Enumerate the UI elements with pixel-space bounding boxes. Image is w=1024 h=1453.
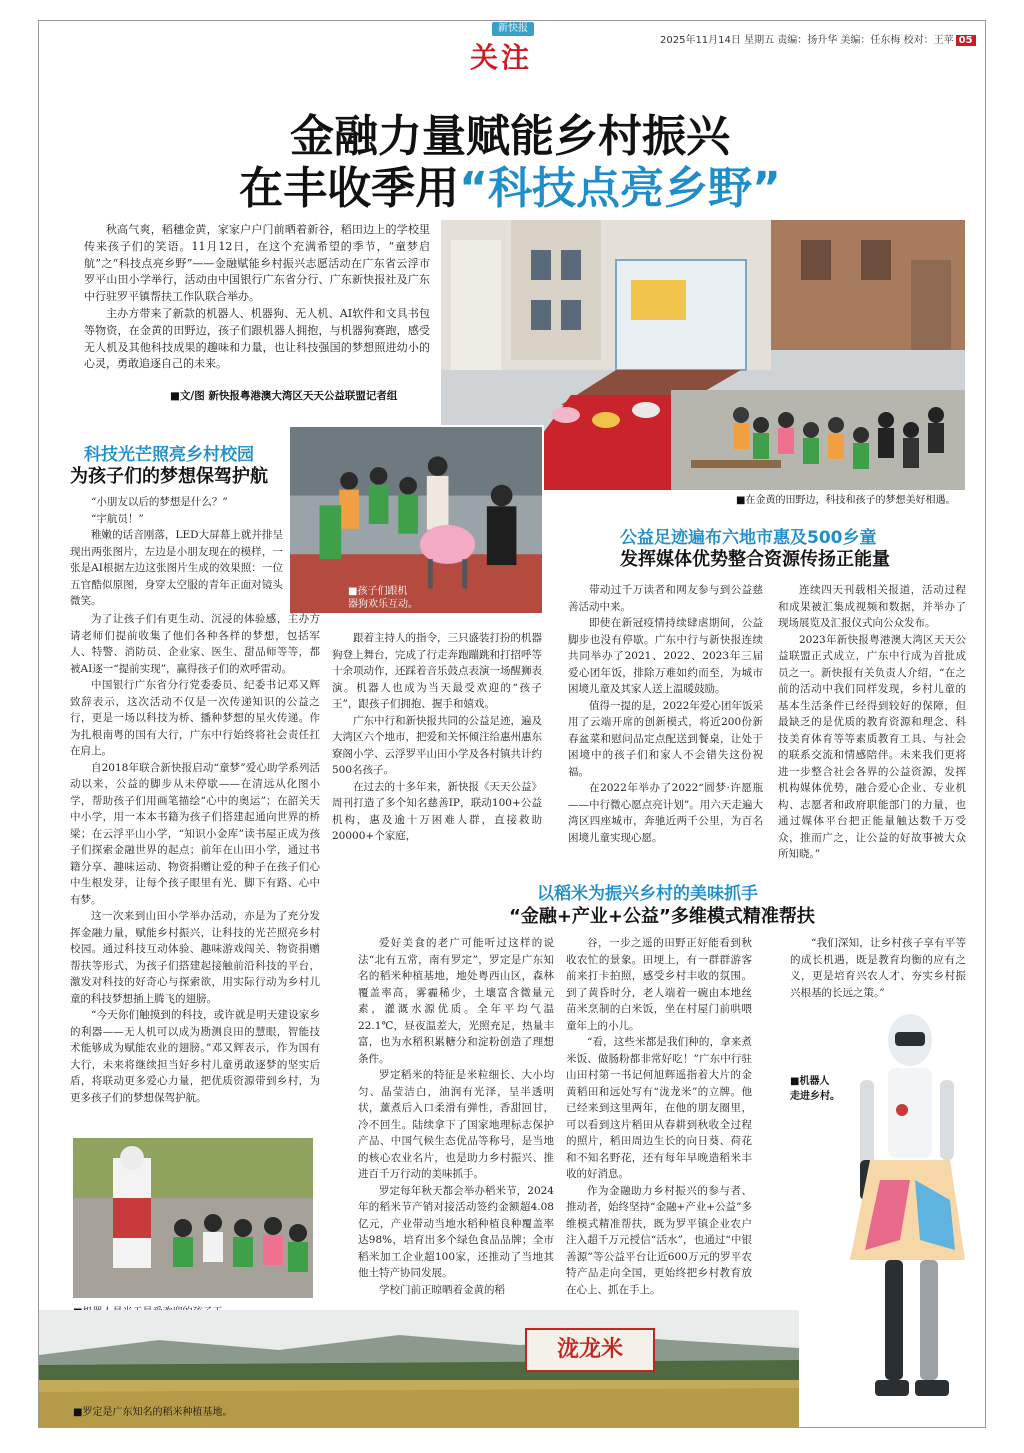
caption-cutout-line1: ■机器人: [790, 1076, 830, 1087]
paragraph: 值得一提的是，2022年爱心团年饭采用了云端开席的创新模式，将近200份新春盆菜和慰问品定点配送到餐桌，让处于困境中的孩子们和家人不会错失这份祝福。: [568, 699, 763, 778]
rice-brand-text: 泷龙米: [556, 1337, 623, 1362]
paragraph: 稚嫩的话音刚落，LED大屏幕上就并排呈现出两张图片，左边是小朋友现在的模样，一张是AI根据左边这张图片生成的效果照：一位五官酷似原图，身穿太空服的青年正面对镜头微笑。: [70, 529, 283, 607]
section-title: 关注: [470, 41, 533, 74]
paragraph: 即使在新冠疫情持续肆虐期间，公益脚步也没有停歇。广东中行与新快报连续共同举办了2021、2022、2023年三届爱心团年饭，排除万难如约而至，为城市困境儿童及其家人送上温暖鼓励。: [568, 617, 763, 695]
paragraph: 这一次来到山田小学举办活动，亦是为了充分发挥金融力量，赋能乡村振兴，让科技的光芒照亮乡村校园。通过科技互动体验、趣味游戏闯关、物资捐赠帮扶等形式，为孩子们搭建起接触前沿科技的平台，激发对科技的好奇心与探索欲，用实际行动为乡村儿童的科技梦想插上腾飞的翅膀。: [70, 910, 320, 1005]
caption-robot-cutout: [790, 1074, 840, 1104]
date-editors: 2025年11月14日 星期五 责编：扬升华 美编：任东梅 校对：王苹: [660, 35, 954, 46]
paragraph: 罗定每年秋天都会举办稻米节，2024年的稻米节产销对接活动签约金额超4.08亿元，产业带动当地水稻种植良种覆盖率达98%，培育出多个绿色食品品牌；全市稻米加工企业超100家，还推动了当地其他土特产协同发展。: [358, 1184, 554, 1279]
section3-title: 以稻米为振兴乡村的美味抓手: [537, 884, 758, 904]
rice-brand-sign: [525, 1328, 655, 1372]
paragraph: “今天你们触摸到的科技，或许就是明天建设家乡的利器——无人机可以成为勘测良田的慧眼，智能技术能够成为赋能农业的翅膀。”邓又辉表示，作为国有大行，未来将继续担当好乡村儿童勇敢逐梦的坚实后盾，将联动更多爱心力量，把优质资源带到乡村，为更多孩子们的梦想保驾护航。: [70, 1009, 320, 1104]
intro-paragraph: 主办方带来了新款的机器人、机器狗、无人机、AI软件和文具书包等物资，在金黄的田野边，孩子们跟机器人拥抱，与机器狗赛跑，感受无人机及其他科技成果的趣味和力量，也让科技强国的梦想照进幼小的心灵，勇敢追逐自己的未来。: [84, 306, 430, 371]
caption-dog-line2: 器狗欢乐互动。: [348, 599, 418, 610]
paragraph: 罗定稻米的特征是米粒细长、大小均匀、晶莹洁白，油润有光泽，呈半透明状，薰煮后入口柔滑有弹性，香甜回甘，冷不回生。陆续拿下了国家地理标志保护产品、中国气候生态优品等称号，是当地的核心农业名片，也是助力乡村振兴、推进百千万行动的美味抓手。: [358, 1069, 554, 1180]
caption-cutout-line2: 走进乡村。: [790, 1091, 840, 1102]
section1-col2: [332, 630, 542, 870]
paragraph: “小朋友以后的梦想是什么？”: [91, 496, 228, 508]
caption-main-photo: ■在金黄的田野边，科技和孩子的梦想美好相遇。: [736, 495, 956, 506]
paper-badge: 新快报: [492, 22, 534, 36]
paragraph: “宇航员！”: [91, 512, 144, 525]
section2-col1: [568, 582, 763, 870]
section2-col2: [778, 582, 966, 870]
caption-dog-photo: [348, 585, 418, 611]
paragraph: 连续四天刊载相关报道，活动过程和成果被汇集成视频和数据，并举办了现场展览及汇报仪式向公众发布。: [778, 584, 966, 629]
intro-text: [84, 222, 430, 373]
paragraph: 广东中行和新快报共同的公益足迹，遍及大湾区六个地市，把爱和关怀倾注给惠州惠东寮阁小学、云浮罗平山田小学及各村镇共计约500名孩子。: [332, 714, 542, 776]
headline-line2-highlight: “科技点亮乡野”: [459, 163, 781, 214]
page-number: 05: [956, 35, 976, 46]
paragraph: 跟着主持人的指令，三只盛装打扮的机器狗登上舞台，完成了行走奔跑蹦跳和打招呼等十余项动作，还踩着音乐鼓点表演一场醒狮表演。机器人也成为当天最受欢迎的“孩子王”，跟孩子们拥抱、握手和嬉戏。: [332, 632, 542, 710]
section3-col1: [358, 935, 554, 1310]
photo-robot-kids: [73, 1138, 313, 1298]
section1-col1-body: [70, 611, 320, 1131]
paragraph: 作为金融助力乡村振兴的参与者、推动者，始终坚持“金融+产业+公益”多维模式精准帮扶，既为罗平镇企业农户注入超千万元授信“活水”，也通过“中银善源”等公益平台让近600万元的罗平农特产品走向全国，更始终把乡村教育放在心上、抓在手上。: [566, 1184, 752, 1296]
headline-line2-prefix: 在丰收季用: [239, 163, 460, 214]
section3-col3: [790, 935, 966, 1001]
paragraph: “我们深知，让乡村孩子享有平等的成长机遇，既是教育均衡的应有之义，更是培育兴农人才、夯实乡村振兴根基的长远之策。”: [790, 937, 966, 999]
section1-title: 科技光芒照亮乡村校园: [84, 445, 254, 465]
byline: ■文/图 新快报粤港澳大湾区天天公益联盟记者组: [170, 390, 398, 402]
section2-title: 公益足迹遍布六地市惠及500乡童: [620, 528, 877, 548]
paragraph: 爱好美食的老广可能听过这样的说法“北有五常，南有罗定”，罗定是广东知名的稻米种植基地，地处粤西山区，森林覆盖率高，雾霾稀少，土壤富含微量元素，灌溉水源优质。全年平均气温22.1℃，昼夜温差大，光照充足，热量丰富，也为水稻积累糖分和淀粉创造了理想条件。: [358, 937, 554, 1065]
paragraph: 谷，一步之遥的田野正好能看到秋收农忙的景象。田埂上，有一群群游客前来打卡拍照，感受乡村丰收的氛围。到了黄昏时分，老人端着一碗由本地丝苗米烹制的白米饭，坐在村屋门前哄喂童年上的小儿。: [566, 937, 752, 1032]
caption-dog-line1: ■孩子们跟机: [348, 586, 408, 597]
headline-line2: [150, 152, 870, 216]
caption-field-photo: ■罗定是广东知名的稻米种植基地。: [73, 1407, 233, 1418]
paragraph: 在2022年举办了2022“圆梦·许愿瓶——中行微心愿点亮计划”。用六天走遍大湾区四座城市，奔驰近两千公里，为百名困境儿童实现心愿。: [568, 782, 763, 844]
section2-subtitle: 发挥媒体优势整合资源传扬正能量: [620, 549, 890, 570]
paragraph: 为了让孩子们有更生动、沉浸的体验感，主办方请老师们提前收集了他们各种各样的梦想，包括军人、特警、消防员、企业家、医生、甜品师等等，都被AI逐一“提前实现”，赢得孩子们的欢呼雷动。: [70, 613, 320, 675]
paragraph: 学校门前正晾晒着金黄的稻: [379, 1283, 505, 1296]
section3-col2: [566, 935, 752, 1310]
paragraph: 2023年新快报粤港澳大湾区天天公益联盟正式成立，广东中行成为首批成员之一。新快报有关负责人介绍，“在之前的活动中我们同样发现，乡村儿童的基本生活条件已经得到较好的保障，但最缺乏的是优质的教育资源和理念、科技美育体育等等素质教育工具、与社会的联系交流和情感陪伴。未来我们更将进一步整合社会各界的公益资源，发挥机构媒体优势，融合爱心企业、专业机构、志愿者和政府职能部门的力量，也通过媒体平台把正能量触达数千万受众，推而广之，让公益的好故事被大众所知晓。”: [778, 633, 966, 860]
intro-paragraph: 秋高气爽，稻穗金黄，家家户户门前晒着新谷，稻田边上的学校里传来孩子们的笑语。11月12日，在这个充满希望的季节，“童梦启航”之“科技点亮乡野”——金融赋能乡村振兴志愿活动在广东省云浮市罗平山田小学举行，活动由中国银行广东省分行、广东新快报社及广东中行驻罗平镇帮扶工作队联合举办。: [84, 223, 430, 304]
headline-line1: 金融力量赋能乡村振兴: [290, 111, 730, 162]
section1-subtitle: 为孩子们的梦想保驾护航: [70, 466, 268, 487]
paragraph: “看，这些米都是我们种的，拿来煮米饭、做肠粉都非常好吃！”广东中行驻山田村第一书记何旭辉遥指着大片的金黄稻田和远处写有“泷龙米”的立牌。他已经来到这里两年，在他的朋友圈里，可以看到这片稻田从春耕到秋收全过程的照片，稻田周边生长的向日葵、荷花和不知名野花，还有每年早晚造稻米丰收的好消息。: [566, 1036, 752, 1180]
paragraph: 自2018年联合新快报启动“童梦”爱心助学系列活动以来，公益的脚步从未停歇——在清远从化图小学，帮助孩子们用画笔描绘“心中的奥运”；在韶关天中小学，用一本本书籍为孩子们搭建起通向世界的桥梁；在云浮平山小学，“知识小金库”读书屋正成为孩子们探索金融世界的起点；前年在山田小学，通过书籍分享、趣味运动、物资捐赠让爱的种子在孩子们心中生根发芽，让每个孩子眼里有光、脚下有路、心中有梦。: [70, 761, 320, 906]
paragraph: 在过去的十多年来，新快报《天天公益》周刊打造了多个知名慈善IP，联动100+公益机构，惠及逾十万困难人群，直接救助20000+个家庭，: [332, 780, 542, 842]
photo-humanoid-robot: [800, 1010, 970, 1428]
edition-meta: [660, 31, 976, 46]
section1-col1-top: [70, 494, 283, 610]
paragraph: 中国银行广东省分行党委委员、纪委书记邓又辉致辞表示，这次活动不仅是一次传递知识的公益之行，更是一场以科技为桥、播种梦想的星火传递。作为扎根南粤的国有大行，广东中行始终将社会责任扛在肩上。: [70, 679, 320, 757]
section3-subtitle: “金融+产业+公益”多维模式精准帮扶: [509, 906, 815, 927]
paragraph: 带动过千万读者和网友参与到公益慈善活动中来。: [568, 584, 763, 613]
